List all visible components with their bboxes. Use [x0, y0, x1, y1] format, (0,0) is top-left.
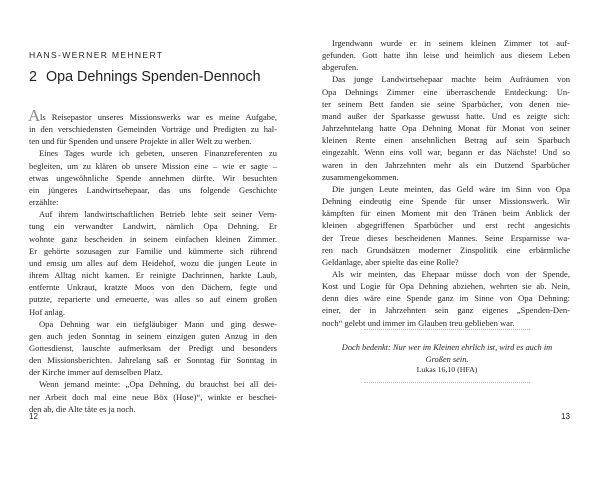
right-body-text: [322, 37, 570, 329]
text-line: den ab, die Alte täte es ja noch.: [29, 403, 136, 414]
text-line: ner Arbeit doch mal eine neue Böx (Hose)“, winkte er beschei-: [29, 391, 277, 402]
text-line: tung ein verwandter Landwirt, nämlich Opa Dehning. Er: [29, 221, 277, 232]
text-line: zusammengekommen.: [322, 171, 399, 182]
text-line: ter seinem Bett fanden sie seine Sparbücher, von denen nie-: [322, 98, 570, 109]
text-line: begleiten, um zu klären ob unsere Mission eine – wie er sagte –: [29, 160, 277, 171]
running-head: HANS-WERNER MEHNERT: [29, 50, 164, 60]
text-line: Er gehörte sozusagen zur Familie und kümmerte sich rührend: [29, 245, 277, 256]
text-line: gen auch jeden Sonntag in seinem einzigen guten Anzug in den: [29, 330, 277, 341]
page-number-left: 12: [29, 412, 38, 421]
text-line: noch“ gelebt und immer im Glauben treu geblieben war.: [322, 317, 515, 328]
text-line: der Kirche immer auf demselben Platz.: [29, 367, 163, 378]
text-line: ein jüngeres Landwirtsehepaar, das uns folgende Geschichte: [29, 184, 277, 195]
text-line: Das junge Landwirtsehepaar machte beim Aufräumen von: [332, 74, 570, 85]
text-line: erzählte:: [29, 197, 59, 208]
text-line: Auf ihrem landwirtschaftlichen Betrieb lebte seit seiner Vern-: [39, 209, 277, 220]
text-line: Jahrzehntelang hatte Opa Dehning Monat für Monat von seiner: [322, 123, 570, 134]
text-line: abgerufen.: [322, 62, 359, 73]
drop-cap: A: [28, 106, 41, 125]
text-line: Als wir meinten, das Ehepaar müsse doch von der Spende,: [332, 268, 570, 279]
text-line: Dehning eindeutig eine Spende für unser Missionswerk. Wir: [322, 196, 570, 207]
bible-quote: Doch bedenkt: Nur wer im Kleinen ehrlich ist, wird es auch im Großen sein.: [341, 343, 553, 364]
text-line: Wenn jemand meinte: „Opa Dehning, du brauchst bei all dei-: [39, 379, 277, 390]
text-line: und emsig um alles auf dem Heidehof, wozu die jungen Leute in: [29, 257, 277, 268]
text-line: Kost und Logie für Opa Dehning abziehen, wehrten sie ab. Nein,: [322, 281, 570, 292]
text-line: Opa Dehning war ein tiefgläubiger Mann und ging deswe-: [39, 318, 277, 329]
text-line: Opa Dehnings Zimmer eine überraschende Entdeckung: Un-: [322, 86, 570, 97]
text-line: Geldanlage, aber spielte das eine Rolle?: [322, 256, 459, 267]
chapter-title: [29, 69, 261, 85]
text-line: putzte, reparierte und erneuerte, was alles so auf einem großen: [29, 294, 277, 305]
text-line: kleinen abgegriffenen Sparbücher und erst recht angesichts: [322, 220, 570, 231]
text-line: wohnte ganz bescheiden in seinem einfachen kleinen Zimmer.: [29, 233, 277, 244]
chapter-number: 2: [29, 69, 37, 85]
text-line: in den verschiedensten Gemeinden Vorträge und Predigten zu hal-: [29, 124, 277, 135]
text-line: ten und für Spenden und unsere Projekte in aller Welt zu werben.: [29, 136, 252, 147]
text-line: denn dies wäre eine Spende ganz im Sinne von Opa Dehning:: [322, 293, 570, 304]
text-line: mand außer der Sparkasse gewusst hatte. Und es zeigte sich:: [322, 110, 570, 121]
text-line: der Treue dieses bescheidenen Mannes. Seine Ersparnisse wa-: [322, 232, 570, 243]
bible-quote-reference: Lukas 16,10 (HFA): [416, 365, 478, 374]
quote-divider-bottom: [364, 382, 530, 383]
text-line: [28, 106, 277, 125]
text-line: Hof anlag.: [29, 306, 66, 317]
text-line: eingezahlt. Wenn eins voll war, begann er das Nächste! Und so: [322, 147, 570, 158]
text-line: einer, der in Jahrzehnten sein ganz eigenes „Spenden-Den-: [322, 305, 570, 316]
left-body-text: [28, 106, 277, 415]
text-line: entfernte Unkraut, kratzte Moos von den Dächern, fegte und: [29, 282, 277, 293]
text-line: kämpften für einen Moment mit den Tränen beim Anblick der: [322, 208, 570, 219]
text-line: waren in den Jahrzehnten mehr als ein Dutzend Sparbücher: [322, 159, 570, 170]
text-line: kleinen Rente einen ansehnlichen Betrag auf sein Sparbuch: [322, 135, 570, 146]
text-line: etwas ungewöhnliche Spende annehmen dürfte. Wir besuchten: [29, 172, 277, 183]
chapter-title-text: Opa Dehnings Spenden-Dennoch: [46, 69, 261, 85]
page-number-right: 13: [561, 412, 570, 421]
text-line: Irgendwann wurde er in seinem kleinen Zimmer tot auf-: [332, 38, 570, 48]
text-line: den Missionsberichten. Jahrelang saß er Sonntag für Sonntag in: [29, 355, 277, 366]
text-line-content: ls Reisepastor unseres Missionswerks war es meine Aufgabe,: [40, 112, 277, 122]
text-line: Eines Tages wurde ich gebeten, unseren Finanzreferenten zu: [39, 148, 277, 159]
quote-divider-top: [364, 329, 530, 330]
text-line: Die jungen Leute meinten, das Geld wäre im Sinn von Opa: [332, 183, 570, 194]
text-line: ren nach Grundsätzen moderner Zinspolitik eine erbärmliche: [322, 244, 570, 255]
text-line: ihrem Alltag nicht kamen. Er reinigte Dachrinnen, harkte Laub,: [29, 270, 277, 281]
text-line: gefunden. Gott hatte ihn leise und heimlich aus diesem Leben: [322, 50, 570, 61]
text-line: Gottesdienst, lauschte aufmerksam der Predigt und besonders: [29, 342, 277, 353]
